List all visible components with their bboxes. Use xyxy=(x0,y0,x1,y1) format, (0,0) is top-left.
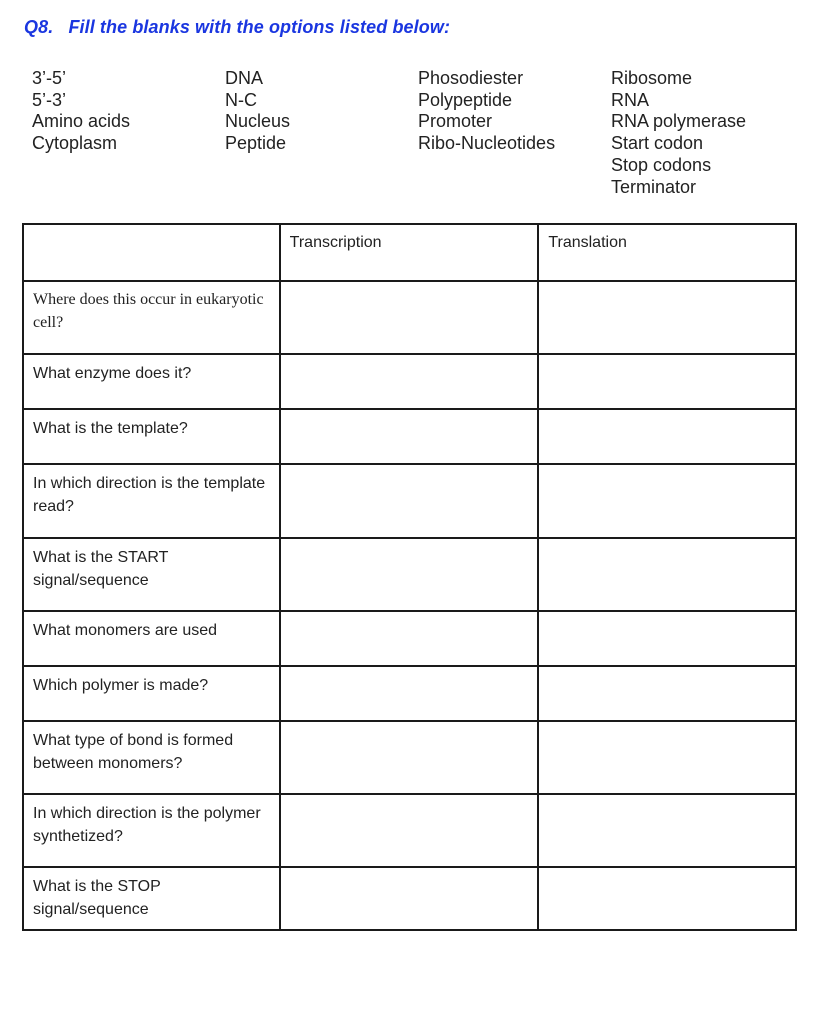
word-bank-column-4 xyxy=(611,68,746,198)
translation-answer-cell[interactable] xyxy=(538,464,796,538)
row-question: Which polymer is made? xyxy=(23,666,280,721)
word-option: DNA xyxy=(225,68,264,88)
table-row xyxy=(23,611,796,666)
question-number: Q8. xyxy=(24,17,54,37)
transcription-answer-cell[interactable] xyxy=(280,354,539,409)
transcription-answer-cell[interactable] xyxy=(280,666,539,721)
word-option: Promoter xyxy=(418,111,493,132)
transcription-answer-cell[interactable] xyxy=(280,794,539,867)
word-option: Stop codons xyxy=(611,154,712,175)
transcription-answer-cell[interactable] xyxy=(280,611,539,666)
word-bank xyxy=(0,68,828,208)
row-question: What type of bond is formed between monomers? xyxy=(23,721,280,794)
word-option: RNA polymerase xyxy=(611,111,747,132)
row-question: What is the STOP signal/sequence xyxy=(23,867,280,930)
translation-answer-cell[interactable] xyxy=(538,538,796,611)
transcription-answer-cell[interactable] xyxy=(280,464,539,538)
question-title xyxy=(24,17,450,38)
table-row xyxy=(23,354,796,409)
word-option: 5’-3’ xyxy=(32,89,67,110)
translation-answer-cell[interactable] xyxy=(538,721,796,794)
table-row xyxy=(23,721,796,794)
row-question: What enzyme does it? xyxy=(23,354,280,409)
translation-answer-cell[interactable] xyxy=(538,867,796,930)
transcription-answer-cell[interactable] xyxy=(280,409,539,464)
translation-answer-cell[interactable] xyxy=(538,666,796,721)
word-bank-column-2 xyxy=(225,68,290,155)
translation-answer-cell[interactable] xyxy=(538,611,796,666)
row-question: What is the START signal/sequence xyxy=(23,538,280,611)
answer-table xyxy=(22,223,797,931)
word-bank-column-1 xyxy=(32,68,130,155)
translation-answer-cell[interactable] xyxy=(538,281,796,354)
word-option: Nucleus xyxy=(225,111,291,132)
word-option: Terminator xyxy=(611,176,697,197)
translation-answer-cell[interactable] xyxy=(538,354,796,409)
table-row xyxy=(23,464,796,538)
row-question: What is the template? xyxy=(23,409,280,464)
word-bank-column-3 xyxy=(418,68,555,155)
header-transcription: Transcription xyxy=(280,224,539,281)
row-question: What monomers are used xyxy=(23,611,280,666)
translation-answer-cell[interactable] xyxy=(538,794,796,867)
header-corner-cell xyxy=(23,224,280,281)
table-row xyxy=(23,409,796,464)
word-option: RNA xyxy=(611,89,650,110)
row-question: Where does this occur in eukaryotic cell? xyxy=(23,281,280,354)
word-option: Ribo-Nucleotides xyxy=(418,133,556,154)
table-row xyxy=(23,794,796,867)
word-option: Amino acids xyxy=(32,111,131,132)
word-option: Ribosome xyxy=(611,68,693,88)
word-option: N-C xyxy=(225,89,257,110)
table-row xyxy=(23,538,796,611)
transcription-answer-cell[interactable] xyxy=(280,281,539,354)
table-row xyxy=(23,281,796,354)
word-option: Start codon xyxy=(611,133,704,154)
header-translation: Translation xyxy=(538,224,796,281)
table-header-row xyxy=(23,224,796,281)
translation-answer-cell[interactable] xyxy=(538,409,796,464)
transcription-answer-cell[interactable] xyxy=(280,867,539,930)
transcription-answer-cell[interactable] xyxy=(280,721,539,794)
row-question: In which direction is the template read? xyxy=(23,464,280,538)
word-option: Peptide xyxy=(225,133,287,154)
word-option: Cytoplasm xyxy=(32,133,118,154)
word-option: Polypeptide xyxy=(418,89,513,110)
word-option: Phosodiester xyxy=(418,68,524,88)
word-option: 3’-5’ xyxy=(32,68,67,88)
row-question: In which direction is the polymer synthetized? xyxy=(23,794,280,867)
table-row xyxy=(23,867,796,930)
question-instruction: Fill the blanks with the options listed below: xyxy=(68,17,451,37)
table-row xyxy=(23,666,796,721)
transcription-answer-cell[interactable] xyxy=(280,538,539,611)
